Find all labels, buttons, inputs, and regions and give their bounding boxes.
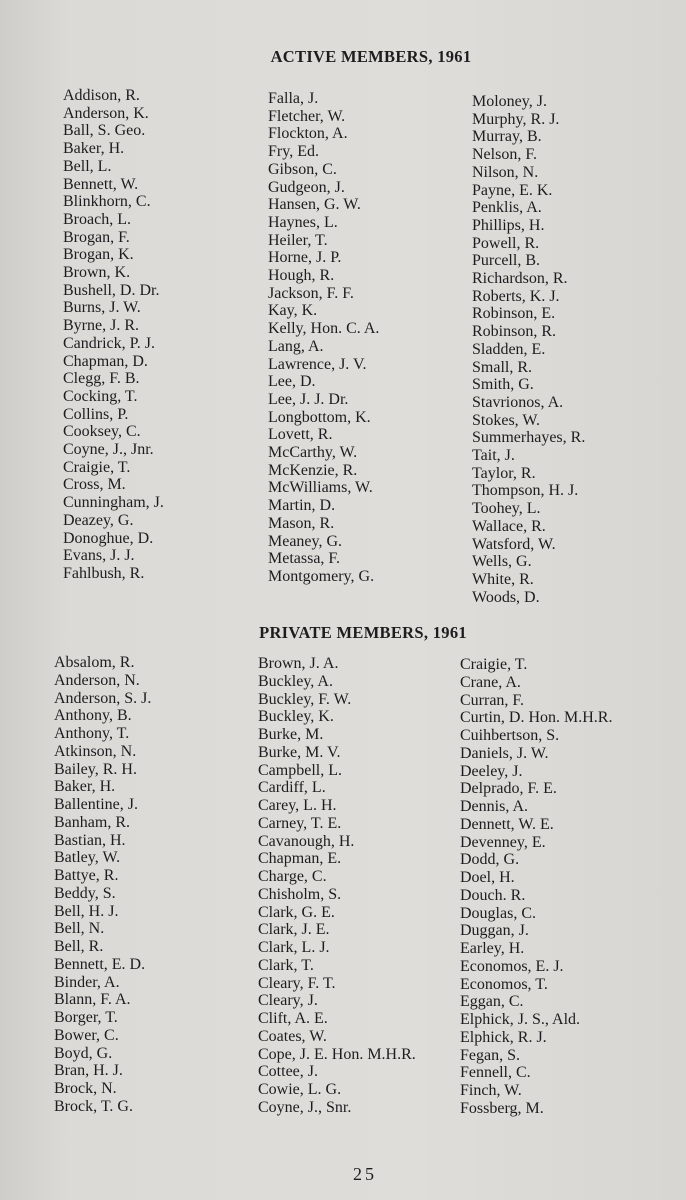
member-name: Cocking, T. xyxy=(63,387,138,405)
member-name: Bran, H. J. xyxy=(54,1062,123,1080)
member-name: Boyd, G. xyxy=(54,1044,113,1062)
member-name: Thompson, H. J. xyxy=(472,482,579,500)
member-name: Coyne, J., Jnr. xyxy=(63,441,154,459)
member-name: Smith, G. xyxy=(472,376,534,394)
member-name: Ball, S. Geo. xyxy=(63,122,146,140)
member-name: Cardiff, L. xyxy=(258,779,326,797)
member-name: Fletcher, W. xyxy=(268,107,346,125)
member-name: Moloney, J. xyxy=(472,93,547,110)
member-name: Brogan, K. xyxy=(63,246,134,264)
member-name: Cunningham, J. xyxy=(63,494,164,512)
member-name: Delprado, F. E. xyxy=(460,780,557,798)
member-name: Carey, L. H. xyxy=(258,797,337,814)
member-name: Wallace, R. xyxy=(472,517,546,535)
member-name: Toohey, L. xyxy=(472,500,541,518)
member-name: Economos, T. xyxy=(460,975,548,993)
member-name: Devenney, E. xyxy=(460,833,546,851)
member-name: Chapman, E. xyxy=(258,850,342,868)
member-name: Doel, H. xyxy=(460,869,515,886)
member-name: Bushell, D. Dr. xyxy=(63,281,160,299)
member-name: Mason, R. xyxy=(268,514,335,532)
member-name: Cowie, L. G. xyxy=(258,1081,342,1098)
page-number: 25 xyxy=(353,1164,377,1184)
member-name: Robinson, R. xyxy=(472,323,557,341)
member-name: Atkinson, N. xyxy=(54,742,137,760)
member-name: Robinson, E. xyxy=(472,305,556,323)
member-name: Dennis, A. xyxy=(460,798,528,815)
member-name: Beddy, S. xyxy=(54,884,116,902)
member-name: Anderson, S. J. xyxy=(54,689,152,707)
member-name: Craigie, T. xyxy=(460,656,528,673)
member-name: Cavanough, H. xyxy=(258,832,355,850)
member-name: Brock, N. xyxy=(54,1080,117,1097)
member-name: Clark, G. E. xyxy=(258,903,335,921)
member-name: Borger, T. xyxy=(54,1009,118,1026)
member-name: Bennett, E. D. xyxy=(54,955,146,973)
member-name: Brown, J. A. xyxy=(258,655,339,672)
member-name: Chisholm, S. xyxy=(258,885,342,903)
member-name: Candrick, P. J. xyxy=(63,334,155,352)
member-name: Anderson, K. xyxy=(63,104,149,122)
member-name: Gudgeon, J. xyxy=(268,178,345,196)
member-name: Lang, A. xyxy=(268,337,324,355)
member-name: Fry, Ed. xyxy=(268,143,319,161)
member-name: Jackson, F. F. xyxy=(268,284,354,302)
member-name: Murphy, R. J. xyxy=(472,110,560,128)
member-name: Broach, L. xyxy=(63,210,131,228)
member-name: Chapman, D. xyxy=(63,352,148,370)
member-name: Kay, K. xyxy=(268,302,318,320)
member-name: Penklis, A. xyxy=(472,199,542,217)
member-name: Douglas, C. xyxy=(460,904,536,922)
member-name: Fahlbush, R. xyxy=(63,564,145,582)
member-name: Buckley, A. xyxy=(258,672,333,690)
member-name: Cottee, J. xyxy=(258,1063,318,1081)
member-name: Clark, T. xyxy=(258,956,314,974)
member-name: Gibson, C. xyxy=(268,160,337,178)
member-name: Wells, G. xyxy=(472,553,532,571)
member-name: Duggan, J. xyxy=(460,922,529,940)
member-name: Haynes, L. xyxy=(268,213,338,231)
member-name: Addison, R. xyxy=(63,87,140,104)
member-name: Horne, J. P. xyxy=(268,249,342,267)
member-name: Burns, J. W. xyxy=(63,299,141,317)
member-name: Earley, H. xyxy=(460,940,525,957)
member-name: Woods, D. xyxy=(472,588,540,606)
member-name: Bell, L. xyxy=(63,157,112,175)
member-name: Bell, N. xyxy=(54,920,105,938)
member-name: Evans, J. J. xyxy=(63,547,135,565)
member-name: Nelson, F. xyxy=(472,146,537,164)
member-name: Fossberg, M. xyxy=(460,1099,544,1117)
member-name: Ballentine, J. xyxy=(54,796,138,813)
member-name: Coates, W. xyxy=(258,1027,327,1045)
member-name: Fegan, S. xyxy=(460,1046,520,1064)
member-name: Burke, M. V. xyxy=(258,743,341,761)
member-name: Lovett, R. xyxy=(268,426,333,444)
member-name: Roberts, K. J. xyxy=(472,287,560,305)
member-name: Lee, D. xyxy=(268,373,316,391)
member-name: Finch, W. xyxy=(460,1082,522,1099)
member-name: Collins, P. xyxy=(63,405,129,423)
member-name: Deazey, G. xyxy=(63,511,134,529)
member-name: Curran, F. xyxy=(460,691,525,709)
member-name: Daniels, J. W. xyxy=(460,744,549,762)
member-name: Meaney, G. xyxy=(268,532,343,550)
member-name: Fennell, C. xyxy=(460,1064,531,1082)
member-name: Burke, M. xyxy=(258,726,324,743)
member-name: McCarthy, W. xyxy=(268,444,358,462)
member-name: Elphick, R. J. xyxy=(460,1028,547,1046)
member-name: Battye, R. xyxy=(54,867,119,884)
member-name: Cuihbertson, S. xyxy=(460,727,560,744)
member-name: Baker, H. xyxy=(63,140,125,158)
member-name: Bennett, W. xyxy=(63,175,139,193)
active-members-column-1 xyxy=(63,87,164,583)
member-name: Flockton, A. xyxy=(268,125,348,143)
member-name: Deeley, J. xyxy=(460,762,523,780)
member-name: Longbottom, K. xyxy=(268,408,371,426)
active-members-column-3 xyxy=(472,93,585,606)
member-name: Blinkhorn, C. xyxy=(63,193,151,211)
member-name: McKenzie, R. xyxy=(268,461,358,479)
member-name: Lawrence, J. V. xyxy=(268,355,367,373)
member-name: Phillips, H. xyxy=(472,216,545,234)
member-name: Dennett, W. E. xyxy=(460,815,554,833)
member-name: McWilliams, W. xyxy=(268,479,373,497)
member-name: Charge, C. xyxy=(258,868,327,885)
member-name: Montgomery, G. xyxy=(268,567,375,585)
member-name: Absalom, R. xyxy=(54,654,135,671)
member-name: Eggan, C. xyxy=(460,993,524,1011)
member-name: Hough, R. xyxy=(268,267,335,285)
member-name: Bell, R. xyxy=(54,938,104,955)
member-name: Cope, J. E. Hon. M.H.R. xyxy=(258,1045,416,1063)
private-members-heading: PRIVATE MEMBERS, 1961 xyxy=(259,623,467,642)
member-name: Economos, E. J. xyxy=(460,957,564,975)
member-name: Clark, L. J. xyxy=(258,939,330,956)
member-name: Carney, T. E. xyxy=(258,814,342,832)
member-name: White, R. xyxy=(472,570,534,588)
private-members-column-3 xyxy=(460,656,612,1118)
member-name: Falla, J. xyxy=(268,90,319,107)
member-name: Clegg, F. B. xyxy=(63,370,140,388)
member-name: Brogan, F. xyxy=(63,228,130,246)
member-name: Byrne, J. R. xyxy=(63,317,139,335)
member-name: Blann, F. A. xyxy=(54,991,131,1009)
member-name: Stavrionos, A. xyxy=(472,393,564,411)
member-name: Douch. R. xyxy=(460,886,526,904)
member-name: Bailey, R. H. xyxy=(54,760,137,778)
member-name: Curtin, D. Hon. M.H.R. xyxy=(460,709,613,727)
member-name: Tait, J. xyxy=(472,447,515,465)
active-members-column-2 xyxy=(268,90,379,586)
member-name: Taylor, R. xyxy=(472,464,536,482)
member-name: Richardson, R. xyxy=(472,270,568,288)
member-name: Summerhayes, R. xyxy=(472,429,586,447)
member-name: Payne, E. K. xyxy=(472,181,553,199)
member-name: Campbell, L. xyxy=(258,761,342,779)
member-name: Heiler, T. xyxy=(268,231,328,249)
private-members-column-1 xyxy=(54,654,151,1116)
member-name: Bell, H. J. xyxy=(54,902,119,920)
member-name: Cross, M. xyxy=(63,476,126,494)
member-name: Powell, R. xyxy=(472,234,540,252)
member-name: Elphick, J. S., Ald. xyxy=(460,1011,581,1028)
member-name: Purcell, B. xyxy=(472,252,540,270)
member-name: Banham, R. xyxy=(54,813,130,831)
member-name: Craigie, T. xyxy=(63,458,131,476)
member-name: Cleary, J. xyxy=(258,992,318,1010)
private-members-column-2 xyxy=(258,655,416,1117)
member-name: Stokes, W. xyxy=(472,411,541,429)
member-name: Nilson, N. xyxy=(472,163,539,181)
member-name: Dodd, G. xyxy=(460,851,520,869)
member-name: Anthony, T. xyxy=(54,725,130,742)
member-name: Coyne, J., Snr. xyxy=(258,1098,352,1116)
member-name: Small, R. xyxy=(472,358,533,376)
member-name: Kelly, Hon. C. A. xyxy=(268,320,380,338)
member-name: Clark, J. E. xyxy=(258,921,330,939)
member-name: Anthony, B. xyxy=(54,707,132,725)
member-name: Anderson, N. xyxy=(54,671,140,689)
member-name: Batley, W. xyxy=(54,849,121,867)
member-name: Baker, H. xyxy=(54,778,116,796)
member-name: Bastian, H. xyxy=(54,831,126,849)
member-name: Binder, A. xyxy=(54,973,120,991)
active-members-heading: ACTIVE MEMBERS, 1961 xyxy=(270,47,472,66)
member-name: Metassa, F. xyxy=(268,550,341,568)
member-name: Watsford, W. xyxy=(472,535,556,553)
member-name: Cleary, F. T. xyxy=(258,974,336,992)
member-name: Sladden, E. xyxy=(472,340,546,358)
member-name: Murray, B. xyxy=(472,128,542,146)
member-name: Lee, J. J. Dr. xyxy=(268,390,349,408)
member-name: Brown, K. xyxy=(63,264,131,282)
member-name: Cooksey, C. xyxy=(63,423,141,441)
member-name: Bower, C. xyxy=(54,1026,119,1044)
member-name: Buckley, K. xyxy=(258,708,334,726)
member-name: Donoghue, D. xyxy=(63,529,154,547)
member-name: Buckley, F. W. xyxy=(258,690,352,708)
member-name: Brock, T. G. xyxy=(54,1097,133,1115)
member-name: Hansen, G. W. xyxy=(268,196,361,214)
member-name: Crane, A. xyxy=(460,673,521,691)
member-name: Martin, D. xyxy=(268,497,336,515)
member-name: Clift, A. E. xyxy=(258,1010,328,1027)
